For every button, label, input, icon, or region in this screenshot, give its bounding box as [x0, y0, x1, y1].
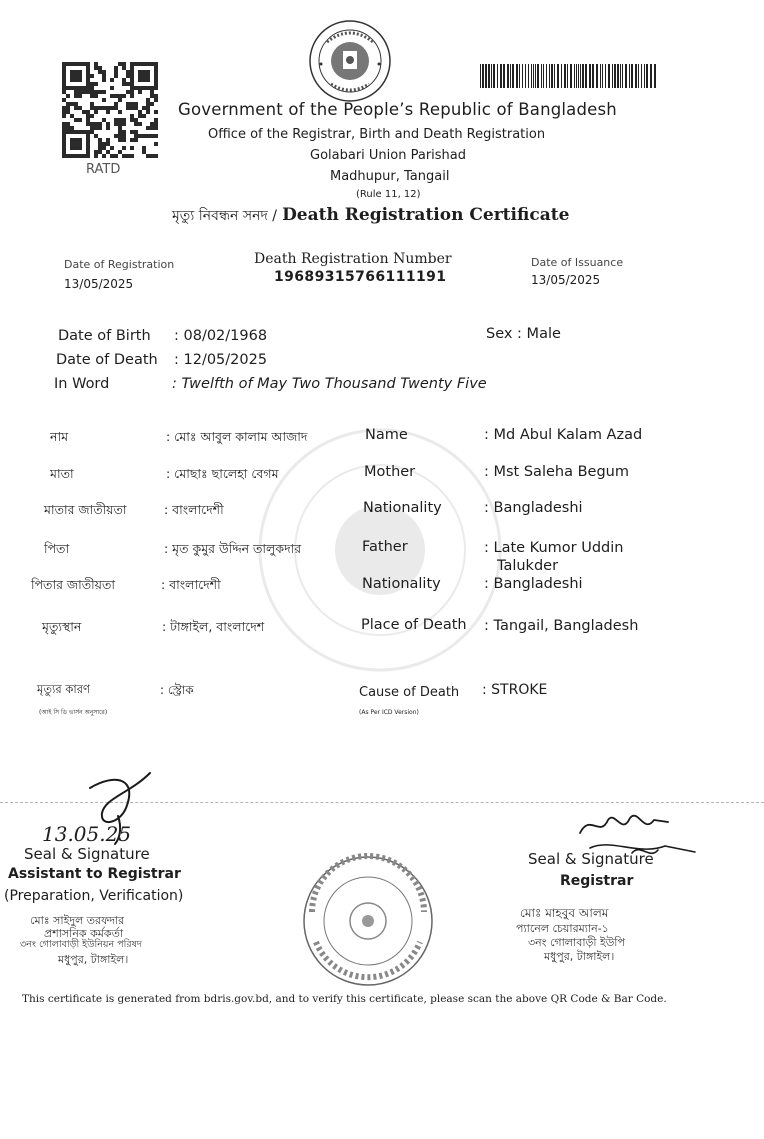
verification-note: This certificate is generated from bdris.gov.bd, and to verify this certificate, please scan the above QR Code & Bar Code. — [22, 993, 667, 1005]
cause-bn-value: : স্ট্রোক — [160, 683, 194, 697]
assistant-stamp-line2: প্রশাসনিক কর্মকর্তা — [44, 927, 124, 940]
government-seal-icon — [307, 18, 393, 104]
registration-number-label: Death Registration Number — [254, 251, 452, 267]
place-bn-label: মৃত্যুস্থান — [42, 619, 82, 634]
place-value: : Tangail, Bangladesh — [484, 618, 639, 634]
registration-number: 19689315766111191 — [274, 269, 447, 285]
cause-bn-label: মৃত্যুর কারণ — [37, 682, 90, 696]
cause-note: (As Per ICD Version) — [359, 709, 419, 716]
place-bn-value: : টাঙ্গাইল, বাংলাদেশ — [162, 619, 265, 634]
assistant-stamp-line1: মোঃ সাইদুল তরফদার — [30, 914, 125, 927]
dob-value: : 08/02/1968 — [174, 328, 268, 344]
qr-caption: RATD — [86, 162, 121, 177]
assistant-role: Assistant to Registrar — [8, 866, 181, 882]
mother-label: Mother — [364, 464, 416, 480]
father-nationality-label: Nationality — [362, 576, 441, 592]
name-value: : Md Abul Kalam Azad — [484, 427, 643, 443]
union-name: Golabari Union Parishad — [310, 148, 467, 163]
registrar-stamp-line1: মোঃ মাহবুব আলম — [520, 906, 609, 920]
office-title: Office of the Registrar, Birth and Death Registration — [208, 127, 546, 142]
father-value-line1: : Late Kumor Uddin — [484, 540, 624, 556]
dob-label: Date of Birth — [58, 328, 151, 344]
registrar-stamp-line2: প্যানেল চেয়ারম্যান-১ — [516, 922, 609, 935]
dod-label: Date of Death — [56, 352, 158, 368]
cause-label: Cause of Death — [359, 685, 460, 700]
rule-text: (Rule 11, 12) — [356, 189, 421, 200]
cause-bn-note: (আই সি ডি ভার্সন অনুসারে) — [39, 709, 108, 716]
certificate-title-en: Death Registration Certificate — [282, 205, 570, 225]
date-of-issuance-label: Date of Issuance — [531, 256, 624, 269]
father-bn-label: পিতা — [44, 541, 70, 556]
date-of-registration: 13/05/2025 — [64, 277, 134, 291]
assistant-stamp-line4: মধুপুর, টাঙ্গাইল। — [58, 953, 129, 966]
assistant-stamp-line3: ৩নং গোলাবাড়ী ইউনিয়ন পরিষদ — [20, 939, 142, 950]
registrar-stamp-line4: মধুপুর, টাঙ্গাইল। — [544, 950, 615, 963]
certificate-title — [172, 204, 569, 228]
father-bn-value: : মৃত কুমুর উদ্দিন তালুকদার — [164, 541, 302, 556]
name-bn-label: নাম — [50, 429, 69, 444]
assistant-seal-label: Seal & Signature — [24, 845, 150, 863]
registrar-stamp-line3: ৩নং গোলাবাড়ী ইউপি — [528, 936, 625, 949]
assistant-signature-date: 13.05.25 — [42, 822, 132, 846]
date-of-registration-label: Date of Registration — [64, 258, 175, 271]
union-parishad-seal-icon — [298, 852, 438, 990]
mother-nationality-bn-label: মাতার জাতীয়তা — [44, 502, 127, 517]
father-value-line2: Talukder — [497, 558, 559, 574]
mother-nationality-label: Nationality — [363, 500, 442, 516]
father-nationality-value: : Bangladeshi — [484, 576, 583, 592]
dod-value: : 12/05/2025 — [174, 352, 268, 368]
certificate-title-bn: মৃত্যু নিবন্ধন সনদ / — [172, 208, 277, 224]
name-bn-value: : মোঃ আবুল কালাম আজাদ — [166, 429, 308, 444]
qr-code — [62, 62, 158, 158]
mother-bn-value: : মোছাঃ ছালেহা বেগম — [166, 466, 279, 481]
place-label: Place of Death — [361, 617, 467, 633]
mother-nationality-value: : Bangladeshi — [484, 500, 583, 516]
assistant-sub-role: (Preparation, Verification) — [4, 888, 184, 904]
inword-value: : Twelfth of May Two Thousand Twenty Five — [172, 376, 487, 392]
father-nationality-bn-label: পিতার জাতীয়তা — [31, 577, 116, 592]
father-nationality-bn-value: : বাংলাদেশী — [161, 577, 221, 592]
location: Madhupur, Tangail — [330, 169, 450, 184]
inword-label: In Word — [54, 376, 110, 392]
mother-nationality-bn-value: : বাংলাদেশী — [164, 502, 224, 517]
father-label: Father — [362, 539, 408, 555]
cause-value: : STROKE — [482, 682, 548, 698]
date-of-issuance: 13/05/2025 — [531, 273, 601, 287]
name-label: Name — [365, 427, 408, 443]
registrar-role: Registrar — [560, 873, 634, 889]
sex-value: Sex : Male — [486, 326, 561, 342]
barcode — [480, 64, 658, 88]
registrar-seal-label: Seal & Signature — [528, 850, 654, 868]
government-title: Government of the People’s Republic of Bangladesh — [178, 100, 617, 119]
mother-bn-label: মাতা — [50, 466, 74, 481]
mother-value: : Mst Saleha Begum — [484, 464, 629, 480]
